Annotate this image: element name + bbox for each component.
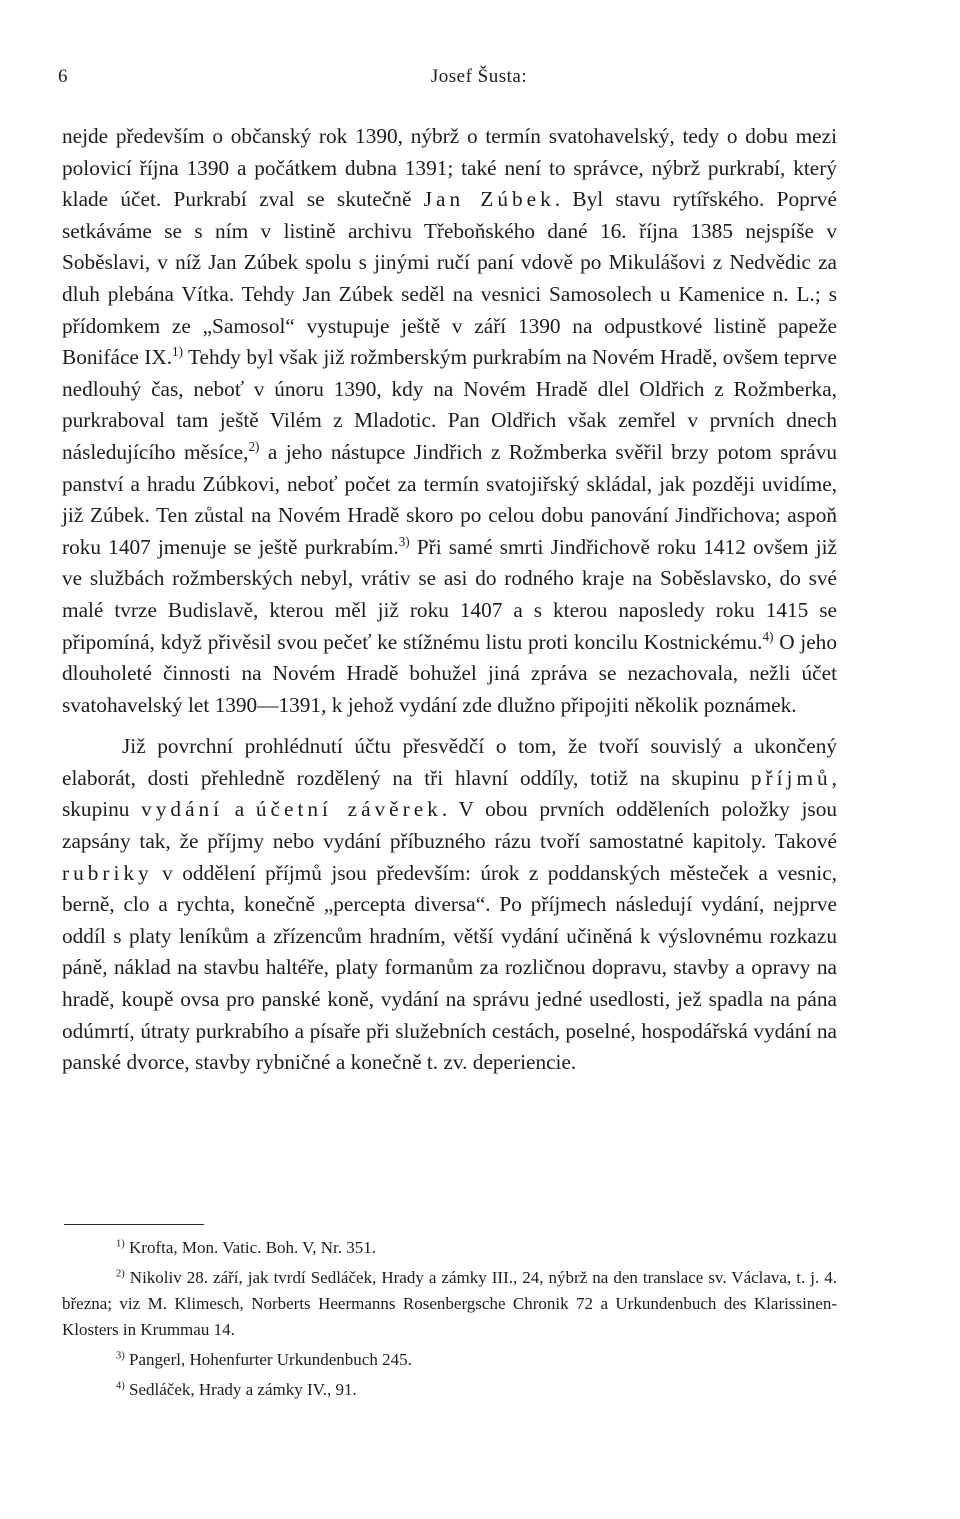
footnote-4 (62, 1377, 837, 1403)
footnote-1 (62, 1235, 837, 1261)
emphasis-spaced: vydání (141, 797, 224, 822)
footnote-text: Sedláček, Hrady a zámky IV., 91. (124, 1380, 357, 1399)
text-run: a jeho nástupce Jindřich z Rožmberka svěřil brzy potom správu panství a hradu Zúbkovi, neboť počet za termín svatojiřský skládal, jak později uvidíme, již Zúbek. Ten zůstal na Novém Hradě skoro po celou dobu panování Jindřichova; aspoň roku 1407 jmenuje se ještě purkrabím. (62, 439, 837, 559)
emphasis-spaced: rubriky (62, 860, 153, 885)
text-run: Tehdy byl však již rožmberským purkrabím na Novém Hradě, ovšem teprve nedlouhý čas, neboť v únoru 1390, kdy na Novém Hradě dlel Oldřich z Rožmberka, purkraboval tam ještě Vilém z Mladotic. Pan Oldřich však zemřel v prvních dnech následujícího měsíce, (62, 345, 837, 464)
footnote-divider (64, 1224, 204, 1225)
paragraph-2 (62, 731, 837, 1079)
footnote-text: Nikoliv 28. září, jak tvrdí Sedláček, Hrady a zámky III., 24, nýbrž na den translace sv. Václava, t. j. 4. března; viz M. Klimesch, Norberts Heermanns Rosenbergsche Chronik 72 a Urkundenbuch des Klarissinen-Klosters in Krummau 14. (62, 1268, 837, 1339)
text-run: . Byl stavu rytířského. Poprvé setkáváme se s ním v listině archivu Třeboňského dané 16. října 1385 nejspíše v Soběslavi, v níž Jan Zúbek spolu s jinými ručí paní vdově po Mikulášovi z Nedvědic za dluh plebána Vítka. Tehdy Jan Zúbek seděl na vesnici Samosolech u Kamenice n. L.; s přídomkem ze „Samosol“ vystupuje ještě v září 1390 na odpustkové listině papeže Bonifáce IX. (62, 187, 838, 370)
text-run: v oddělení příjmů jsou především: úrok z poddanských městeček a vesnic, berně, clo a rychta, konečně „percepta diversa“. Po příjmech následují vydání, nejprve oddíl s platy leníkům a zřízencům hradním, větší vydání učiněná k výslovnému rozkazu páně, náklad na stavbu haltéře, platy formanům za rozličnou dopravu, stavby a opravy na hradě, koupě ovsa pro panské koně, vydání na správu jedné usedlosti, jež spadla na pána odúmrtí, útraty purkrabího a písaře při služebních cestách, poselné, hospodářská vydání na panské dvorce, stavby rybničné a konečně t. zv. deperiencie. (62, 860, 837, 1075)
text-run: nejde především o občanský rok 1390, nýbrž o termín svatohavelský, tedy o dobu mezi polovicí října 1390 a počátkem dubna 1391; také není to správce, nýbrž purkrabí, který klade účet. Purkrabí zval se skutečně (62, 124, 837, 212)
text-run: Při samé smrti Jindřichově roku 1412 ovšem již ve službách rožmberských nebyl, vrátiv se asi do rodného kraje na Soběslavsko, do své malé tvrze Budislavě, kterou měl již roku 1407 a s kterou naposledy roku 1415 se připomíná, když přivěsil svou pečeť ke stížnému listu proti koncilu Kostnickému. (62, 534, 837, 654)
name-spaced: Jan Zúbek (423, 187, 555, 212)
page-number: 6 (58, 66, 68, 87)
footnote-2 (62, 1265, 837, 1343)
footnote-mark: 1) (116, 1238, 125, 1250)
body-text (62, 121, 837, 1079)
emphasis-spaced: účetní závěrek (255, 797, 442, 822)
footnote-text: Krofta, Mon. Vatic. Boh. V, Nr. 351. (124, 1238, 377, 1257)
footnote-mark: 3) (116, 1350, 125, 1362)
footnote-ref-2[interactable]: 2) (248, 438, 260, 454)
paragraph-1 (62, 121, 837, 721)
text-run: . V obou prvních odděleních položky jsou zapsány tak, že příjmy nebo vydání příbuzného rázu tvoří samostatné kapitoly. Takové (62, 797, 838, 854)
footnotes (62, 1235, 837, 1407)
emphasis-spaced: příjmů (750, 765, 832, 790)
text-run: Již povrchní prohlédnutí účtu přesvědčí o tom, že tvoří souvislý a ukončený elaborát, dosti přehledně rozdělený na tři hlavní oddíly, totiž na skupinu (62, 734, 837, 790)
text-run: O jeho dlouholeté činnosti na Novém Hradě bohužel jiná zpráva se nezachovala, nežli účet svatohavelský let 1390—1391, k jehož vydání zde dlužno připojiti několik poznámek. (62, 629, 837, 717)
footnote-ref-3[interactable]: 3) (398, 533, 410, 549)
footnote-mark: 4) (116, 1380, 125, 1392)
footnote-3 (62, 1347, 837, 1373)
running-head: Josef Šusta: (430, 66, 528, 87)
footnote-mark: 2) (116, 1268, 125, 1280)
footnote-ref-1[interactable]: 1) (172, 344, 184, 360)
text-run: a (223, 797, 256, 822)
footnote-ref-4[interactable]: 4) (762, 628, 774, 644)
footnote-text: Pangerl, Hohenfurter Urkundenbuch 245. (124, 1350, 412, 1369)
text-run: , skupinu (62, 765, 837, 822)
page-header (58, 66, 900, 96)
